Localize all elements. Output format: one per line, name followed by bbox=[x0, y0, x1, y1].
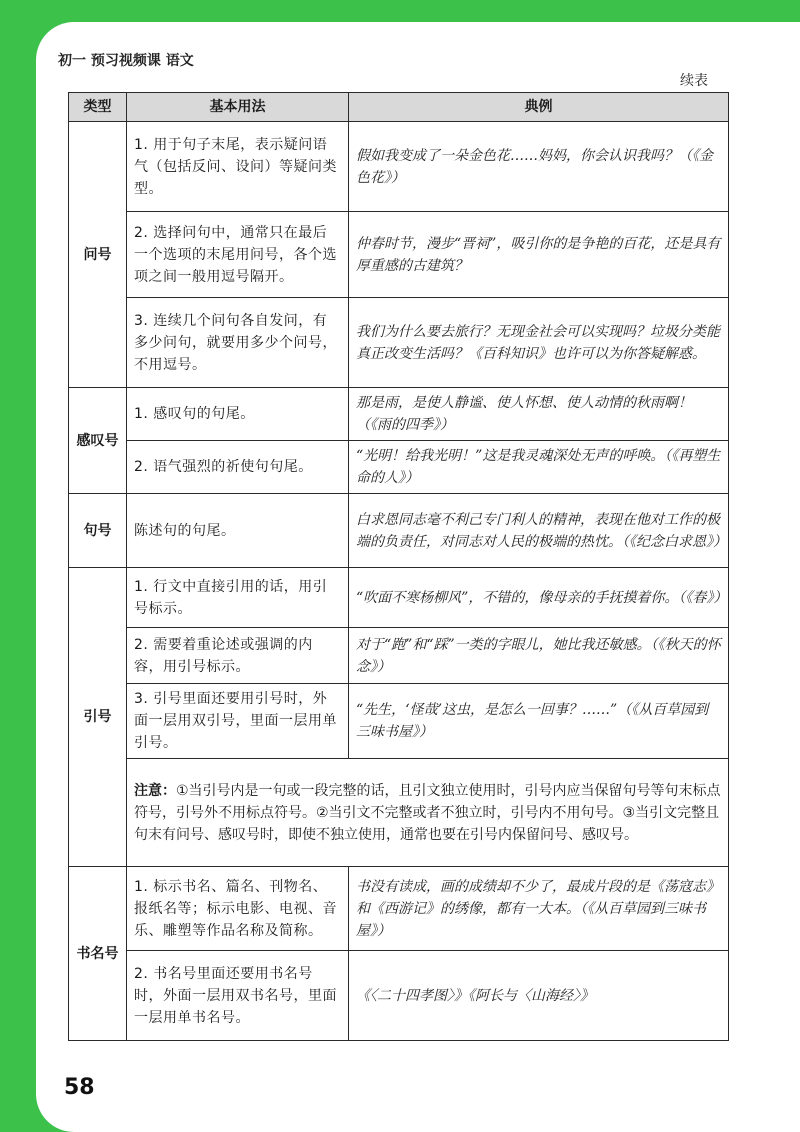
table-row bbox=[69, 628, 729, 684]
table-row bbox=[69, 568, 729, 628]
table-row bbox=[69, 122, 729, 212]
usage-cell: 2. 需要着重论述或强调的内容，用引号标示。 bbox=[127, 628, 349, 684]
example-cell: “吹面不寒杨柳风”，不错的，像母亲的手抚摸着你。（《春》） bbox=[349, 568, 729, 628]
example-cell: “光明！给我光明！”这是我灵魂深处无声的呼唤。（《再塑生命的人》） bbox=[349, 441, 729, 494]
header-type: 类型 bbox=[69, 93, 127, 122]
usage-cell: 1. 标示书名、篇名、刊物名、报纸名等；标示电影、电视、音乐、雕塑等作品名称及简称。 bbox=[127, 867, 349, 951]
usage-cell: 2. 选择问句中，通常只在最后一个选项的末尾用问号，各个选项之间一般用逗号隔开。 bbox=[127, 212, 349, 298]
page-number: 58 bbox=[64, 1075, 95, 1100]
usage-cell: 3. 引号里面还要用引号时，外面一层用双引号，里面一层用单引号。 bbox=[127, 684, 349, 759]
example-cell: 仲春时节，漫步“晋祠”，吸引你的是争艳的百花，还是具有厚重感的古建筑？ bbox=[349, 212, 729, 298]
table-row bbox=[69, 441, 729, 494]
usage-cell: 1. 用于句子末尾，表示疑问语气（包括反问、设问）等疑问类型。 bbox=[127, 122, 349, 212]
type-quotation: 引号 bbox=[69, 568, 127, 867]
type-book-title: 书名号 bbox=[69, 867, 127, 1041]
table-row bbox=[69, 212, 729, 298]
usage-cell: 1. 感叹句的句尾。 bbox=[127, 388, 349, 441]
note-text: ①当引号内是一句或一段完整的话，且引文独立使用时，引号内应当保留句号等句末标点符号，引号外不用标点符号。②当引文不完整或者不独立时，引号内不用句号。③当引文完整且句末有问号、感叹号时，即使不独立使用，通常也要在引号内保留问号、感叹号。 bbox=[134, 782, 721, 843]
usage-cell: 3. 连续几个问句各自发问，有多少问句，就要用多少个问号，不用逗号。 bbox=[127, 298, 349, 388]
usage-cell: 1. 行文中直接引用的话，用引号标示。 bbox=[127, 568, 349, 628]
table-row bbox=[69, 951, 729, 1041]
example-cell: 《〈二十四孝图〉》《阿长与〈山海经〉》 bbox=[349, 951, 729, 1041]
example-cell: 假如我变成了一朵金色花……妈妈，你会认识我吗？（《金色花》） bbox=[349, 122, 729, 212]
example-cell: 对于“跑”和“踩”一类的字眼儿，她比我还敏感。（《秋天的怀念》） bbox=[349, 628, 729, 684]
example-cell: 那是雨，是使人静谧、使人怀想、使人动情的秋雨啊！（《雨的四季》） bbox=[349, 388, 729, 441]
quotation-note bbox=[127, 759, 729, 867]
example-cell: 白求恩同志毫不利己专门利人的精神，表现在他对工作的极端的负责任，对同志对人民的极端的热忱。（《纪念白求恩》） bbox=[349, 494, 729, 568]
example-cell: “先生，‘怪哉’这虫，是怎么一回事？……”（《从百草园到三味书屋》） bbox=[349, 684, 729, 759]
header-example: 典例 bbox=[349, 93, 729, 122]
table-row bbox=[69, 684, 729, 759]
table-row bbox=[69, 759, 729, 867]
header-usage: 基本用法 bbox=[127, 93, 349, 122]
table-row bbox=[69, 298, 729, 388]
example-cell: 我们为什么要去旅行？无现金社会可以实现吗？垃圾分类能真正改变生活吗？《百科知识》也许可以为你答疑解惑。 bbox=[349, 298, 729, 388]
table-row bbox=[69, 494, 729, 568]
type-period: 句号 bbox=[69, 494, 127, 568]
table-row bbox=[69, 388, 729, 441]
usage-cell: 2. 书名号里面还要用书名号时，外面一层用双书名号，里面一层用单书名号。 bbox=[127, 951, 349, 1041]
header-title: 初一 预习视频课 语文 bbox=[58, 53, 194, 69]
usage-cell: 2. 语气强烈的祈使句句尾。 bbox=[127, 441, 349, 494]
table-header-row bbox=[69, 93, 729, 122]
note-label: 注意： bbox=[134, 782, 176, 799]
usage-cell: 陈述句的句尾。 bbox=[127, 494, 349, 568]
type-question: 问号 bbox=[69, 122, 127, 388]
continued-label: 续表 bbox=[680, 73, 708, 89]
table-row bbox=[69, 867, 729, 951]
type-exclamation: 感叹号 bbox=[69, 388, 127, 494]
punctuation-table bbox=[68, 92, 729, 1041]
example-cell: 书没有读成，画的成绩却不少了，最成片段的是《荡寇志》和《西游记》的绣像，都有一大本。（《从百草园到三味书屋》） bbox=[349, 867, 729, 951]
